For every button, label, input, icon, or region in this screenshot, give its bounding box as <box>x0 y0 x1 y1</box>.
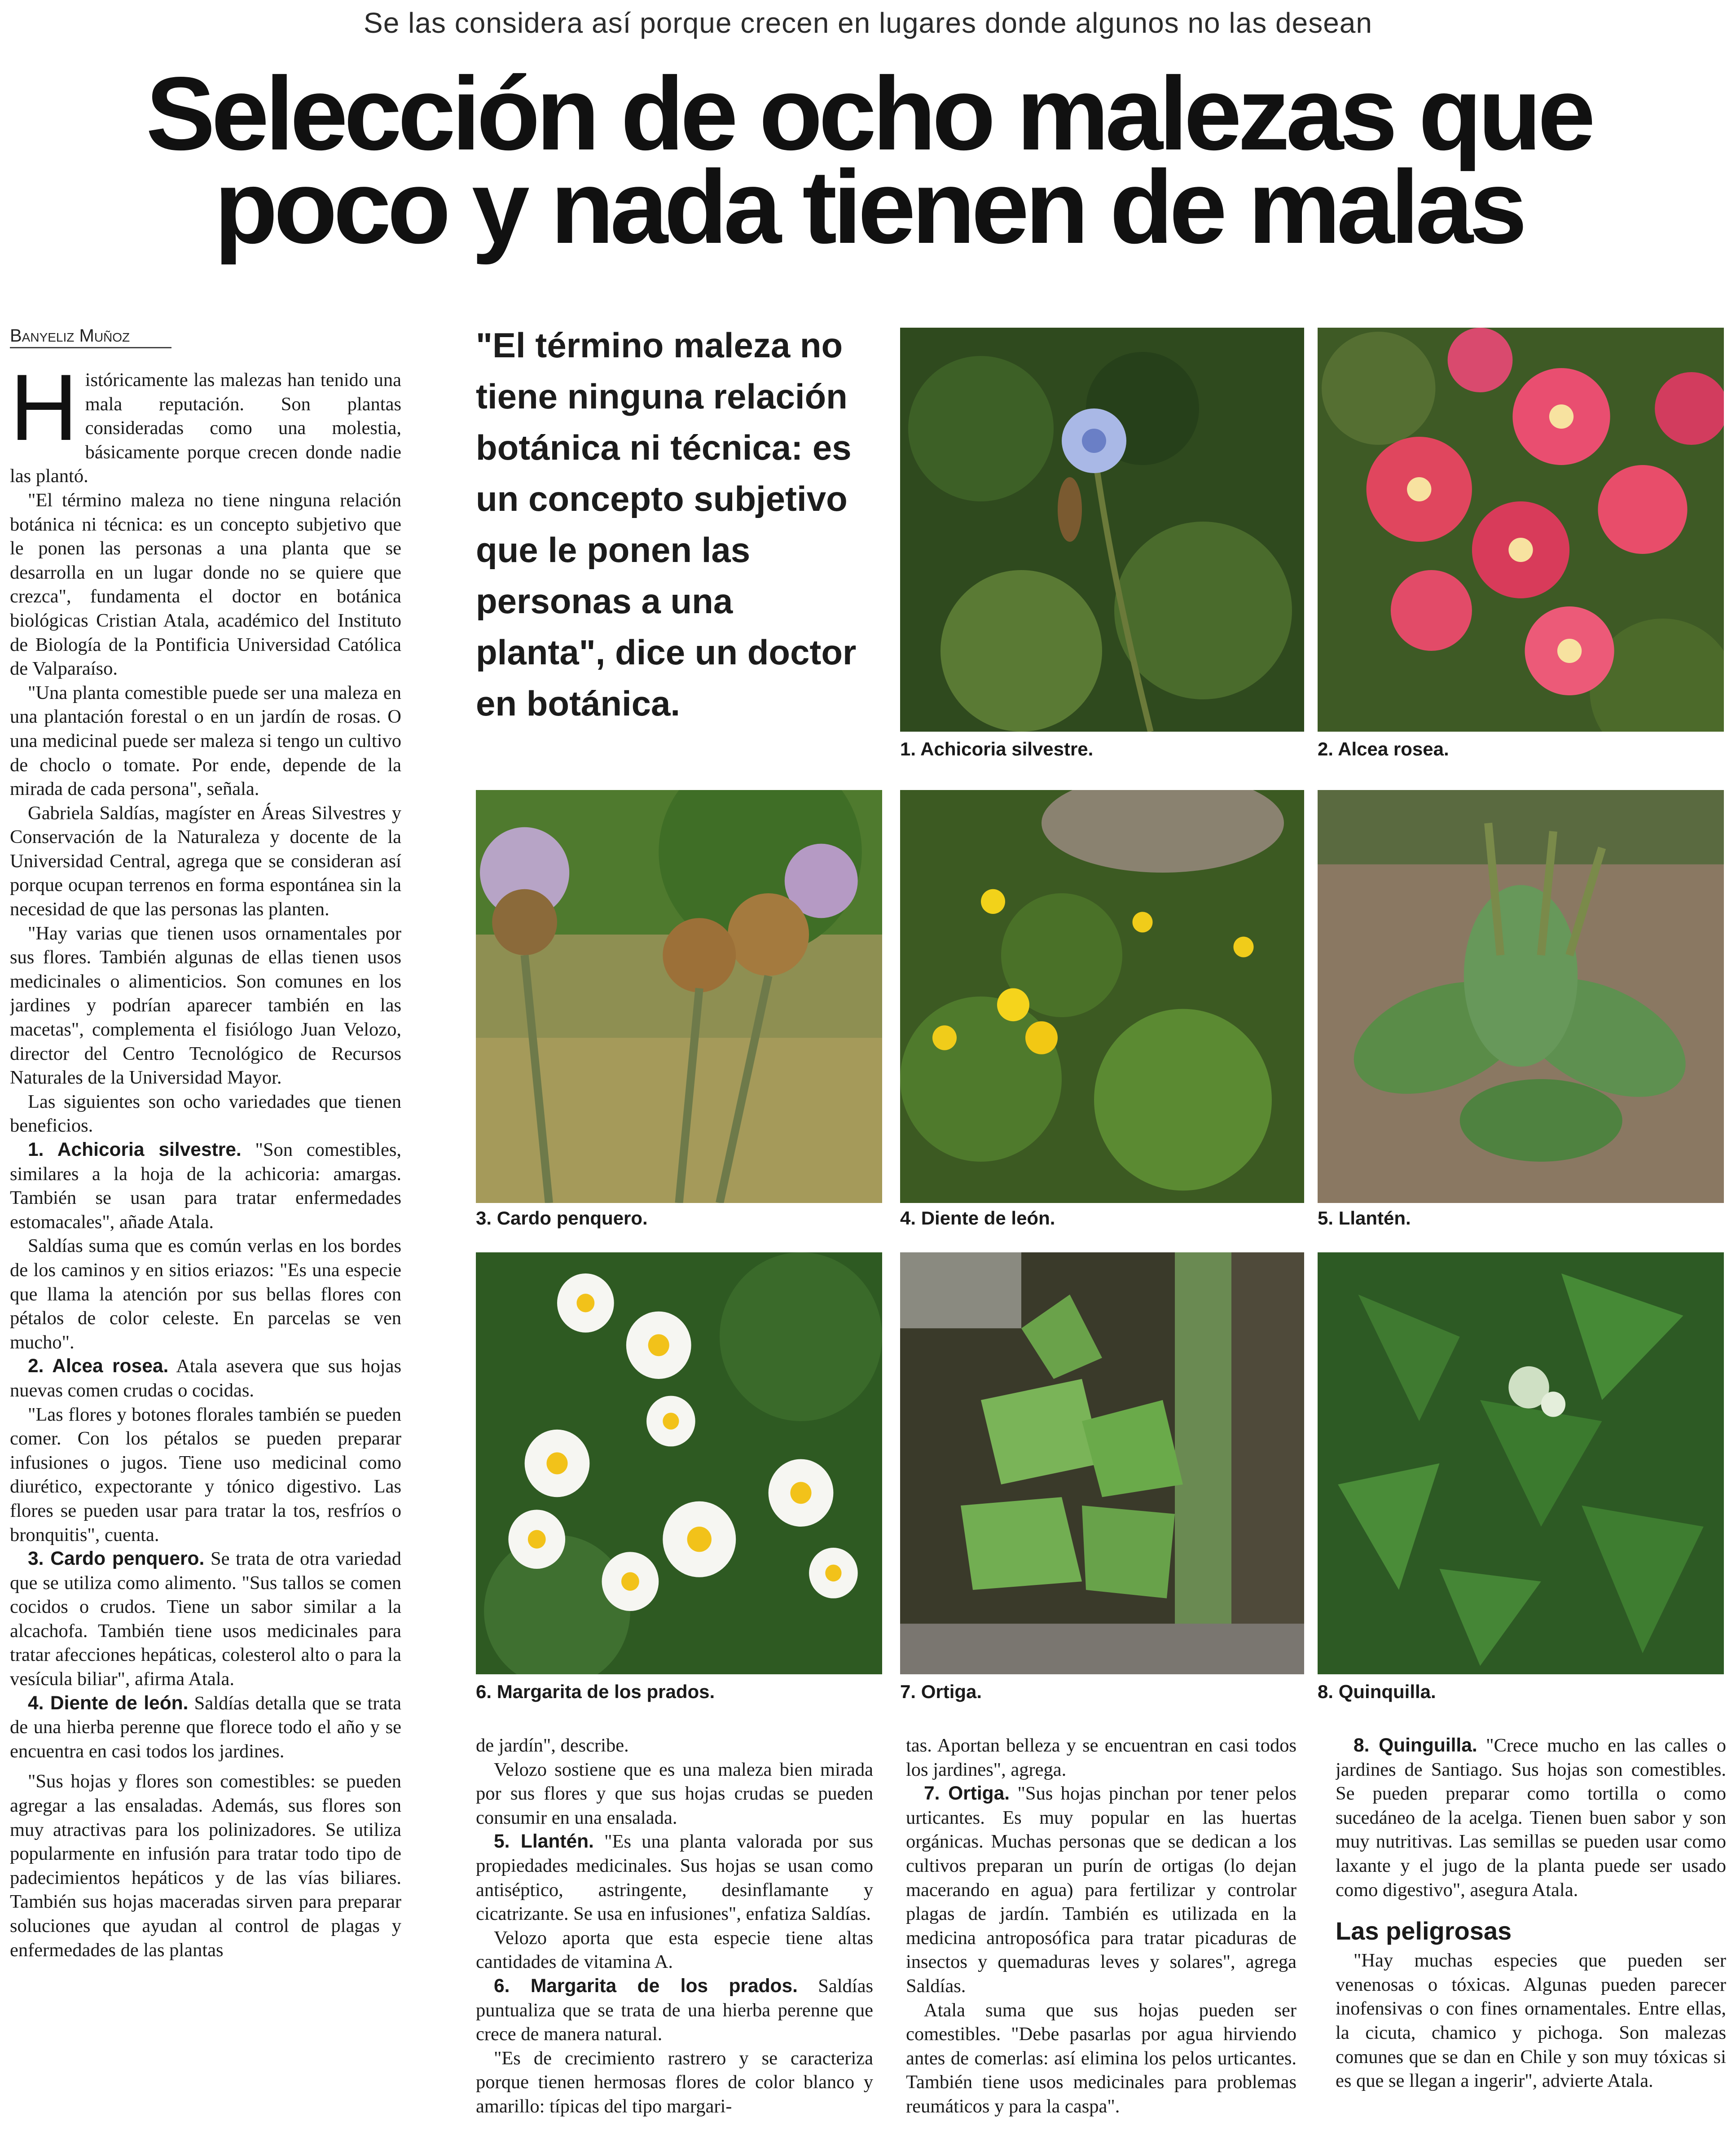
photo-llanten <box>1318 790 1724 1203</box>
article-column-4 <box>1336 1734 1726 2151</box>
subhead-llanten: 5. Llantén. <box>494 1831 594 1852</box>
paragraph: "Las flores y botones florales también se pueden comer. Con los pétalos se pueden preparar infusiones o jugos. Tiene uso medicinal como diurético, expectorante y tónico digestivo. Las flores se pueden usar para tratar la tos, resfríos o bronquitis", cuenta. <box>10 1404 401 1545</box>
paragraph: Velozo aporta que esta especie tiene altas cantidades de vitamina A. <box>476 1927 873 1973</box>
paragraph: tas. Aportan belleza y se encuentran en casi todos los jardines", agrega. <box>906 1735 1297 1780</box>
paragraph: Saldías suma que es común verlas en los bordes de los caminos y en sitios eriazos: "Es una especie que llama la atención por sus bellas flores con pétalos de color celeste. En parcelas se ven mucho". <box>10 1235 401 1353</box>
paragraph: de jardín", describe. <box>476 1735 629 1756</box>
paragraph: "Sus hojas y flores son comestibles: se pueden agregar a las ensaladas. Además, sus flores son muy atractivas para los polinizadores. Se utiliza popularmente en infusión para tratar todo tipo de padecimientos hepáticos y de las vías biliares. También sus hojas maceradas sirven para preparar soluciones que ayudan al control de plagas y enfermedades de las plantas <box>10 1771 401 1961</box>
caption-8: 8. Quinquilla. <box>1318 1681 1436 1702</box>
paragraph: 7. Ortiga. "Sus hojas pinchan por tener pelos urticantes. Es muy popular en las huertas orgánicas. Muchas personas que se dedican a los cultivos preparan un purín de ortigas (lo dejan macerando en agua) para fertilizar y controlar plagas de jardín. También es utilizada en la medicina antroposófica para tratar picaduras de insectos y quemaduras leves y solares", agrega Saldías. <box>906 1783 1297 1997</box>
headline <box>54 56 1683 265</box>
photo-quinquilla <box>1318 1252 1724 1674</box>
paragraph: "Es de crecimiento rastrero y se caracteriza porque tienen hermosas flores de color blanco y amarillo: típicas del tipo margari- <box>476 2047 873 2117</box>
dropcap: H <box>10 368 78 460</box>
pull-quote: "El término maleza no tiene ninguna relación botánica ni técnica: es un concepto subjetivo que le ponen las personas a una planta", dice un doctor en botánica. <box>476 325 857 723</box>
caption-6: 6. Margarita de los prados. <box>476 1681 715 1702</box>
caption-2: 2. Alcea rosea. <box>1318 738 1449 759</box>
paragraph: 2. Alcea rosea. Atala asevera que sus hojas nuevas comen crudas o cocidas. <box>10 1356 401 1401</box>
paragraph: 6. Margarita de los prados. Saldías puntualiza que se trata de una hierba perenne que crece de manera natural. <box>476 1975 873 2045</box>
paragraph: Las siguientes son ocho variedades que tienen beneficios. <box>10 1091 401 1137</box>
photo-ortiga <box>900 1252 1304 1674</box>
headline-line-1: Selección de ocho malezas que <box>145 56 1592 172</box>
caption-7: 7. Ortiga. <box>900 1681 982 1702</box>
caption-4: 4. Diente de león. <box>900 1207 1055 1229</box>
paragraph: "El término maleza no tiene ninguna relación botánica ni técnica: es un concepto subjetivo que le ponen las personas a una planta que se desarrolla en un lugar donde no se quiere que crezca", fundamenta el doctor en botánica biológicas Cristian Atala, académico del Instituto de Biología de la Pontificia Universidad Católica de Valparaíso. <box>10 489 401 680</box>
paragraph: Gabriela Saldías, magíster en Áreas Silvestres y Conservación de la Naturaleza y docente de la Universidad Central, agrega que se consideran así porque ocupan terrenos en forma espontánea sin la necesidad de que las personas las planten. <box>10 802 401 920</box>
article-column-3 <box>906 1734 1297 2151</box>
photo-cardo <box>476 790 882 1203</box>
article-column-1 <box>10 368 401 2151</box>
photo-diente-de-leon <box>900 790 1304 1203</box>
paragraph: 5. Llantén. "Es una planta valorada por sus propiedades medicinales. Sus hojas se usan como antiséptico, astringente, desinflamante y cicatrizante. Se usa en infusiones", enfatiza Saldías. <box>476 1831 873 1925</box>
subhead-alcea: 2. Alcea rosea. <box>28 1356 169 1377</box>
paragraph: "Una planta comestible puede ser una maleza en una plantación forestal o en un jardín de rosas. O una medicinal puede ser maleza si tengo un cultivo de choclo o tomate. Por ende, depende de la mirada de cada persona", señala. <box>10 682 401 800</box>
caption-5: 5. Llantén. <box>1318 1207 1411 1229</box>
photo-alcea <box>1318 328 1724 732</box>
paragraph: 8. Quinguilla. "Crece mucho en las calles o jardines de Santiago. Sus hojas son comestibles. Se pueden preparar como tortilla o como sucedáneo de la acelga. Tienen buen sabor y son muy nutritivas. Las semillas se pueden usar como laxante y el jugo de la planta puede ser usado como digestivo", asegura Atala. <box>1336 1735 1726 1901</box>
paragraph: 4. Diente de león. Saldías detalla que se trata de una hierba perenne que florece todo el año y se encuentra en casi todos los jardines. <box>10 1692 401 1762</box>
subhead-margarita: 6. Margarita de los prados. <box>494 1975 798 1997</box>
sidehead-peligrosas: Las peligrosas <box>1336 1917 1512 1945</box>
photo-achicoria <box>900 328 1304 732</box>
subhead-ortiga: 7. Ortiga. <box>924 1783 1010 1804</box>
subhead-quinguilla: 8. Quinguilla. <box>1354 1735 1477 1756</box>
paragraph: "Hay muchas especies que pueden ser venenosas o tóxicas. Algunas pueden parecer inofensivas o con fines ornamentales. Entre ellas, la cicuta, chamico y pichoga. Son malezas comunes que se dan en Chile y son muy tóxicas si es que se llegan a ingerir", advierte Atala. <box>1336 1950 1726 2092</box>
paragraph: Atala suma que sus hojas pueden ser comestibles. "Debe pasarlas por agua hirviendo antes de comerlas: así elimina los pelos urticantes. También tiene usos medicinales para problemas reumáticos y para la caspa". <box>906 1999 1297 2117</box>
subhead-achicoria: 1. Achicoria silvestre. <box>28 1139 242 1160</box>
byline: Banyeliz Muñoz <box>10 326 171 348</box>
caption-3: 3. Cardo penquero. <box>476 1207 648 1229</box>
paragraph: 1. Achicoria silvestre. "Son comestibles, similares a la hoja de la achicoria: amargas. También se usan para tratar enfermedades estomacales", añade Atala. <box>10 1139 401 1233</box>
paragraph: "Hay varias que tienen usos ornamentales por sus flores. También algunas de ellas tienen usos medicinales o alimenticios. Son comunes en los jardines y podrían aparecer también en las macetas", complementa el fisiólogo Juan Velozo, director del Centro Tecnológico de Recursos Naturales de la Universidad Mayor. <box>10 922 401 1089</box>
paragraph: 3. Cardo penquero. Se trata de otra variedad que se utiliza como alimento. "Sus tallos se comen cocidos o crudos. Tiene un sabor similar a la alcachofa. También tiene usos medicinales para tratar afecciones hepáticas, colesterol alto o para la vesícula biliar", afirma Atala. <box>10 1548 401 1690</box>
subhead-diente: 4. Diente de león. <box>28 1692 189 1714</box>
caption-1: 1. Achicoria silvestre. <box>900 738 1094 759</box>
article-column-2 <box>476 1734 873 2151</box>
paragraph: Históricamente las malezas han tenido una mala reputación. Son plantas consideradas como una molestia, básicamente porque crecen donde nadie las plantó. <box>10 368 401 487</box>
paragraph: Velozo sostiene que es una maleza bien mirada por sus flores y que sus hojas crudas se pueden consumir en una ensalada. <box>476 1759 873 1828</box>
photo-margarita <box>476 1252 882 1674</box>
subhead-cardo: 3. Cardo penquero. <box>28 1548 205 1570</box>
kicker: Se las considera así porque crecen en lugares donde algunos no las desean <box>364 7 1372 39</box>
headline-line-2: poco y nada tienen de malas <box>214 149 1523 265</box>
